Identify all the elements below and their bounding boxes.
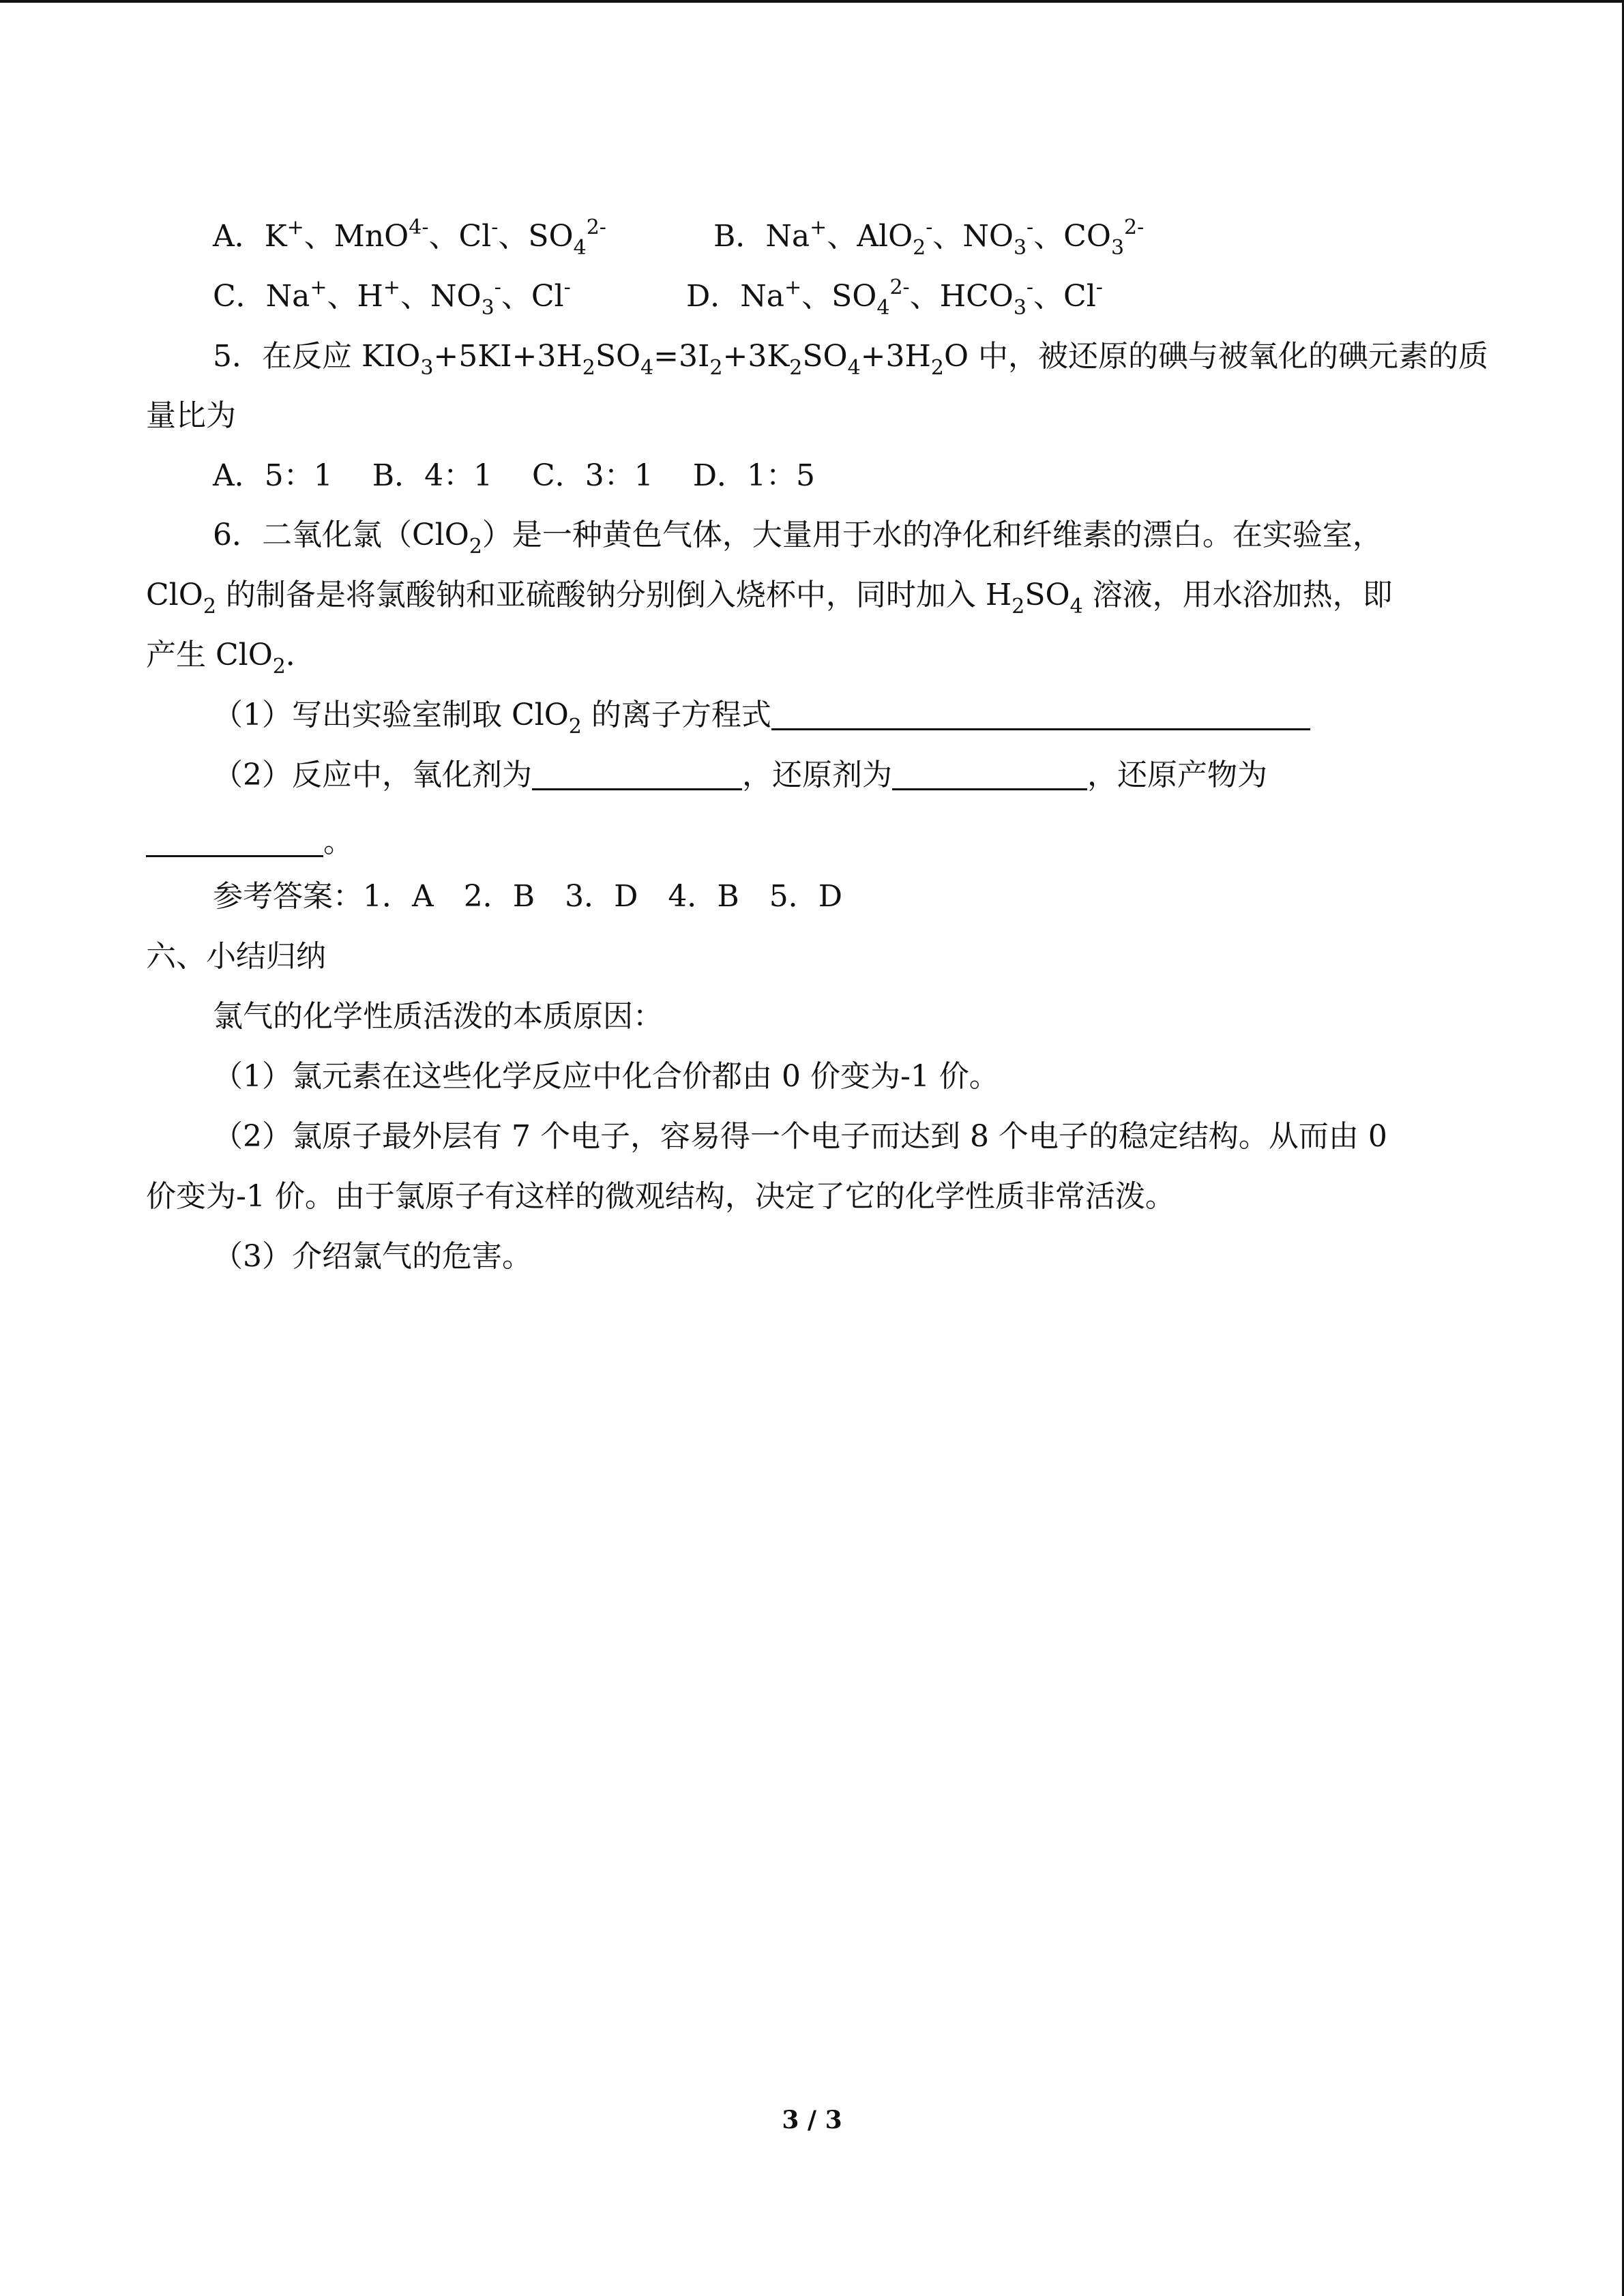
section-title: 六、小结归纳 xyxy=(146,939,326,974)
q4-option-a: A．K+、MnO$^{4-}$、Cl-、$SO_4^{2-}$ xyxy=(213,215,606,260)
q6-sub-question-2-cont: 。 xyxy=(146,822,353,863)
answer-blank-reduction-product[interactable] xyxy=(146,825,323,857)
q4-options-row-1 xyxy=(0,215,1624,260)
q6-line-3: 产生 ClO$_2$． xyxy=(146,638,316,679)
answer-blank-equation[interactable] xyxy=(771,698,1310,730)
summary-point-1: （1）氯元素在这些化学反应中化合价都由 0 价变为-1 价。 xyxy=(213,1059,999,1094)
answer-blank-reductant[interactable] xyxy=(892,758,1087,790)
q5-line-2: 量比为 xyxy=(146,398,236,433)
q4-option-d: D．Na+、$SO_4^{2-}$、$HCO_3^-$、Cl- xyxy=(686,275,1103,320)
q5-options: A．5：1 B．4：1 C．3：1 D．1：5 xyxy=(213,458,815,493)
q6-sub-question-2: （2）反应中，氧化剂为 ，还原剂为 ，还原产物为 xyxy=(213,758,1267,792)
answer-blank-oxidant[interactable] xyxy=(532,758,742,790)
q6-line-2: ClO$_2$ 的制备是将氯酸钠和亚硫酸钠分别倒入烧杯中，同时加入 $H_2SO_4$ 溶液，用水浴加热，即 xyxy=(146,578,1393,618)
q6-line-1: 6．二氧化氯（ClO$_2$）是一种黄色气体，大量用于水的净化和纤维素的漂白。在实验室， xyxy=(213,518,1383,558)
summary-point-2-line-2: 价变为-1 价。由于氯原子有这样的微观结构，决定了它的化学性质非常活泼。 xyxy=(146,1179,1175,1214)
summary-intro: 氯气的化学性质活泼的本质原因： xyxy=(213,999,663,1034)
page-number: 3 / 3 xyxy=(782,2106,842,2134)
q4-option-c: C．Na+、H+、$NO_3^-$、Cl- xyxy=(213,275,571,320)
q5-line-1: 5．在反应 $KIO_3+5KI+3H_2SO_4=3I_2+3K_2SO_4+3H_2O$ 中，被还原的碘与被氧化的碘元素的质 xyxy=(213,339,1489,380)
q4-option-b: B．Na+、AlO$_2$-、$NO_3^-$、$CO_3^{2-}$ xyxy=(713,215,1145,260)
q4-options-row-2 xyxy=(0,275,1624,320)
answer-key: 参考答案：1．A 2．B 3．D 4．B 5．D xyxy=(213,879,842,914)
q6-sub-question-1: （1）写出实验室制取 ClO$_2$ 的离子方程式 xyxy=(213,695,1310,736)
top-border xyxy=(0,0,1624,3)
summary-point-2-line-1: （2）氯原子最外层有 7 个电子，容易得一个电子而达到 8 个电子的稳定结构。从而由 0 xyxy=(213,1119,1387,1154)
summary-point-3: （3）介绍氯气的危害。 xyxy=(213,1239,532,1274)
